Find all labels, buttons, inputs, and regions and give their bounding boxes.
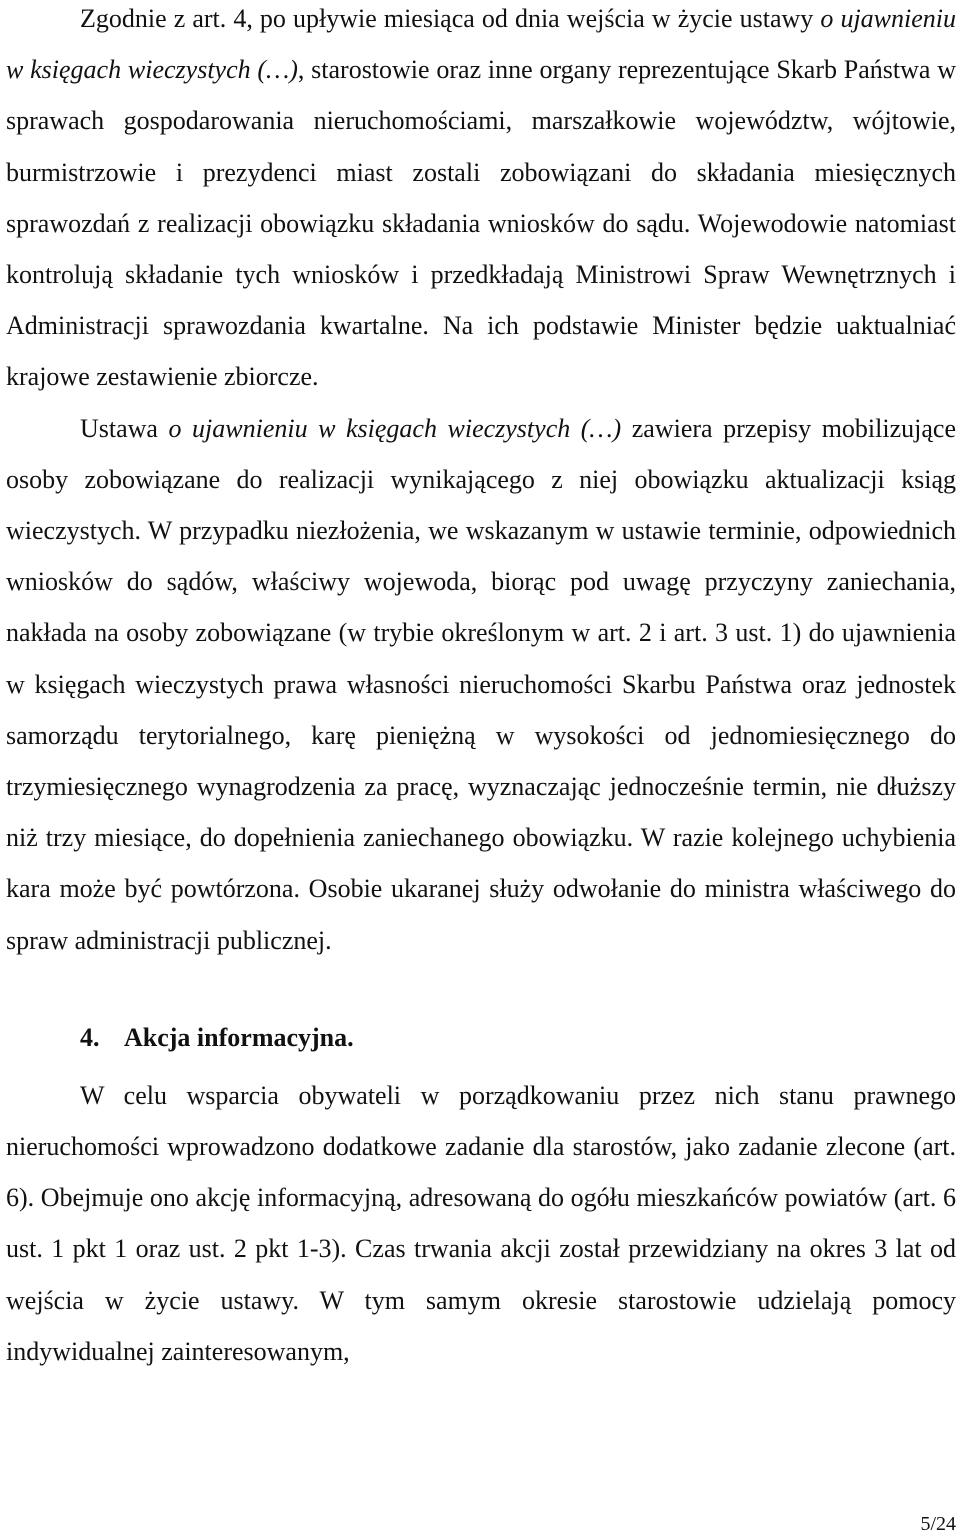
paragraph-penalties [6, 403, 956, 966]
page-number: 5/24 [920, 1513, 956, 1535]
paragraph-text: Ustawa [80, 413, 169, 443]
section-title: Akcja informacyjna. [124, 1022, 354, 1052]
paragraph-text: Zgodnie z art. 4, po upływie miesiąca od dnia wejścia w życie ustawy [80, 4, 821, 33]
document-page [6, 0, 956, 1377]
act-title-italic: o ujawnieniu w księgach wieczystych (…) [6, 4, 956, 85]
section-heading [6, 1006, 956, 1070]
paragraph-information-campaign: W celu wsparcia obywateli w porządkowaniu przez nich stanu prawnego nieruchomości wprowadzono dodatkowe zadanie dla starostów, jako zadanie zlecone (art. 6). Obejmuje ono akcję informacyjną, adresowaną do ogółu mieszkańców powiatów (art. 6 ust. 1 pkt 1 oraz ust. 2 pkt 1-3). Czas trwania akcji został przewidziany na okres 3 lat od wejścia w życie ustawy. W tym samym okresie starostowie udzielają pomocy indywidualnej zainteresowanym, [6, 1080, 956, 1366]
paragraph-text: zawiera przepisy mobilizujące osoby zobowiązane do realizacji wynikającego z niej obowiązku aktualizacji ksiąg wieczystych. W przypadku niezłożenia, we wskazanym w ustawie terminie, odpowiednich wniosków do sądów, właściwy wojewoda, biorąc pod uwagę przyczyny zaniechania, nakłada na osoby zobowiązane (w trybie określonym w art. 2 i art. 3 ust. 1) do ujawnienia w księgach wieczystych prawa własności nieruchomości Skarbu Państwa oraz jednostek samorządu terytorialnego, karę pieniężną w wysokości od jednomiesięcznego do trzymiesięcznego wynagrodzenia za pracę, wyznaczając jednocześnie termin, nie dłuższy niż trzy miesiące, do dopełnienia zaniechanego obowiązku. W razie kolejnego uchybienia kara może być powtórzona. Osobie ukaranej służy odwołanie do ministra właściwego do spraw administracji publicznej. [6, 413, 956, 955]
section-number: 4. [80, 1022, 100, 1052]
act-title-italic: o ujawnieniu w księgach wieczystych (…) [168, 413, 622, 443]
paragraph-text: , starostowie oraz inne organy reprezentujące Skarb Państwa w sprawach gospodarowania nieruchomościami, marszałkowie województw, wójtowie, burmistrzowie i prezydenci miast zostali zobowiązani do składania miesięcznych sprawozdań z realizacji obowiązku składania wniosków do sądu. Wojewodowie natomiast kontrolują składanie tych wniosków i przedkładają Ministrowi Spraw Wewnętrznych i Administracji sprawozdania kwartalne. Na ich podstawie Minister będzie uaktualniać krajowe zestawienie zbiorcze. [6, 55, 957, 392]
paragraph-reporting-obligation [6, 0, 956, 403]
